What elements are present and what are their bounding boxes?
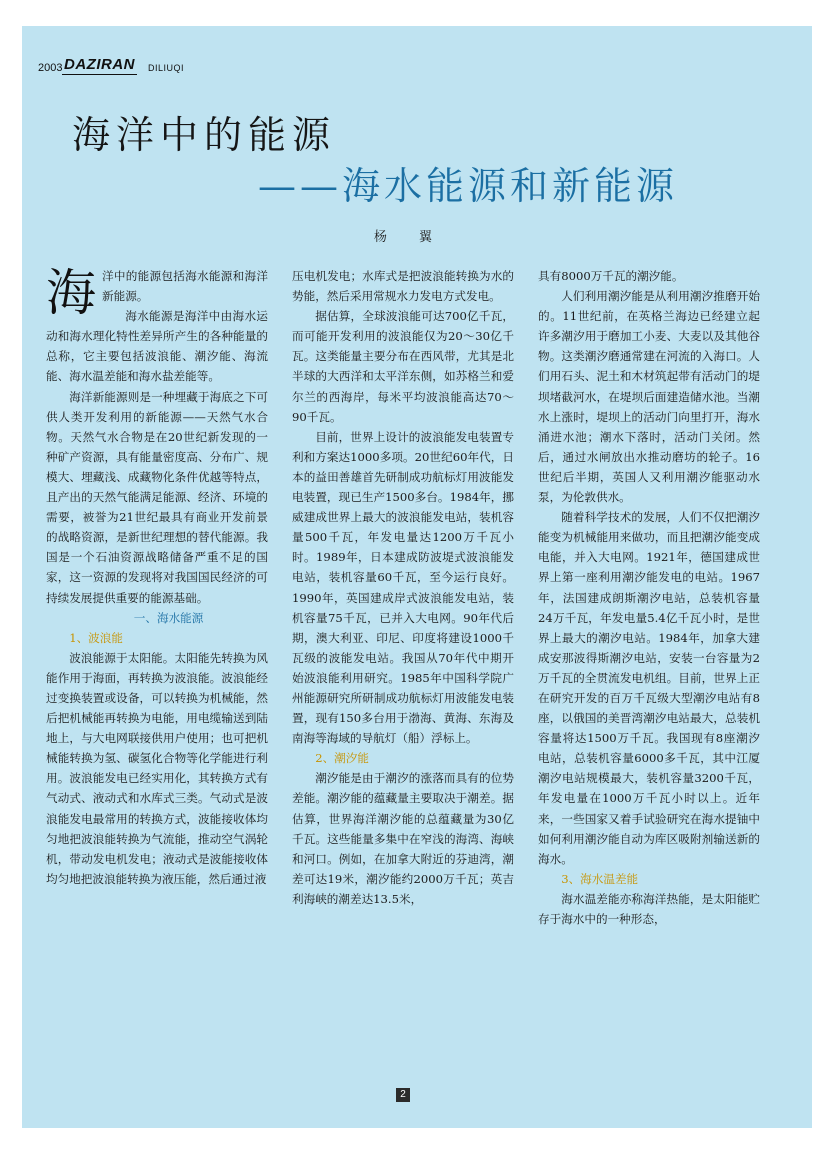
paragraph-text: 洋中的能源包括海水能源和海洋新能源。 (102, 269, 268, 304)
paragraph: 人们利用潮汐能是从利用潮汐推磨开始的。11世纪前，在英格兰海边已经建立起许多潮汐用于磨加工小麦、大麦以及其他谷物。这类潮汐磨通常建在河流的入海口。人们用石头、泥土和木材筑起带有活动门的堤坝堵截河水，在堤坝后面建造储水池。当潮水上涨时，堤坝上的活动门向里打开，海水涌进水池；潮水下落时，活动门关闭。然后，通过水闸放出水推动磨坊的轮子。16世纪后半期，英国人又利用潮汐能驱动水泵，为伦敦供水。 (538, 289, 760, 505)
paragraph (46, 264, 268, 322)
article-title: 海洋中的能源 (72, 113, 337, 157)
column-3 (538, 266, 760, 929)
subsection-heading: 3、海水温差能 (561, 871, 639, 886)
paragraph: 据估算，全球波浪能可达700亿千瓦，而可能开发利用的波浪能仅为20～30亿千瓦。这类能量主要分布在西风带，尤其是北半球的大西洋和太平洋东侧，如苏格兰和爱尔兰的西海岸，每米平均波浪能高达70～90千瓦。 (292, 309, 514, 424)
article-subtitle: ——海水能源和新能源 (258, 164, 679, 208)
column-1 (46, 266, 268, 889)
paragraph: 具有8000万千瓦的潮汐能。 (538, 269, 684, 283)
section-heading: 一、海水能源 (133, 610, 204, 625)
paragraph: 潮汐能是由于潮汐的涨落而具有的位势差能。潮汐能的蕴藏量主要取决于潮差。据估算，世界海洋潮汐能的总蕴藏量为30亿千瓦。这些能量多集中在窄浅的海湾、海峡和河口。例如，在加拿大附近的芬迪湾，潮差可达19米，潮汐能约2000万千瓦；英吉利海峡的潮差达13.5米， (292, 771, 514, 906)
paragraph: 目前，世界上设计的波浪能发电装置专利和方案达1000多项。20世纪60年代，日本的益田善雄首先研制成功航标灯用波能发电装置，现已生产1500多台。1984年，挪威建成世界上最大的波浪能发电站，装机容量500千瓦，年发电量达1200万千瓦小时。1989年，日本建成防波堤式波浪能发电站，装机容量60千瓦，至今运行良好。1990年，英国建成岸式波浪能发电站，装机容量75千瓦，已并入大电网。90年代后期，澳大利亚、印尼、印度将建设1000千瓦级的波能发电站。我国从70年代中期开始波浪能利用研究。1985年中国科学院广州能源研究所研制成功航标灯用波能发电装置，现有150多台用于渤海、黄海、东海及南海等海域的导航灯（船）浮标上。 (292, 429, 514, 746)
paragraph: 海水能源是海洋中由海水运动和海水理化特性差异所产生的各种能量的总称，它主要包括波浪能、潮汐能、海流能、海水温差能和海水盐差能等。 (46, 309, 268, 384)
header-year: 2003 (38, 62, 63, 74)
column-2 (292, 266, 514, 909)
page-number: 2 (396, 1088, 410, 1102)
paragraph: 压电机发电；水库式是把波浪能转换为水的势能，然后采用常规水力发电方式发电。 (292, 269, 514, 304)
subsection-heading: 2、潮汐能 (315, 751, 369, 766)
paragraph: 随着科学技术的发展，人们不仅把潮汐能变为机械能用来做功，而且把潮汐能变成电能，并入大电网。1921年，德国建成世界上第一座利用潮汐能发电的电站。1967年，法国建成朗斯潮汐电站，总装机容量24万千瓦，年发电量5.4亿千瓦小时，是世界上最大的潮汐电站。1984年，加拿大建成安那波得斯潮汐电站，安装一台容量为2万千瓦的全贯流发电机组。目前，世界上正在研究开发的百万千瓦级大型潮汐电站有8座，以俄国的美晋湾潮汐电站最大，总装机容量将达1500万千瓦。我国现有8座潮汐电站，总装机容量6000多千瓦，其中江厦潮汐电站规模最大，装机容量3200千瓦，年发电量在1000万千瓦小时以上。近年来，一些国家又着手试验研究在海水提铀中如何利用潮汐能自动为库区吸附剂输送新的海水。 (538, 510, 760, 866)
subsection-heading: 1、波浪能 (69, 630, 123, 645)
drop-cap: 海 (46, 264, 96, 322)
header-magazine: DAZIRAN (64, 56, 135, 73)
paragraph: 海水温差能亦称海洋热能，是太阳能贮存于海水中的一种形态， (538, 891, 760, 926)
author: 杨 翼 (373, 230, 447, 245)
header-subtitle: DILIUQI (148, 63, 185, 73)
paragraph: 波浪能源于太阳能。太阳能先转换为风能作用于海面，再转换为波浪能。波浪能经过变换装置或设备，可以转换为机械能，然后把机械能再转换为电能，用电缆输送到陆地上，与大电网联接供用户使用；也可把机械能转换为氢、碳氢化合物等化学能进行利用。波浪能发电已经实用化，其转换方式有气动式、液动式和水库式三类。气动式是波浪能发电最常用的转换方式，波能接收体均匀地把波浪能转换为气流能，推动空气涡轮机，带动发电机发电；液动式是波能接收体均匀地把波浪能转换为液压能，然后通过液 (46, 650, 268, 886)
paragraph: 海洋新能源则是一种埋藏于海底之下可供人类开发利用的新能源——天然气水合物。天然气水合物是在20世纪新发现的一种矿产资源，具有能量密度高、分布广、规模大、埋藏浅、成藏物化条件优越等特点，且产出的天然气能满足能源、经济、环境的需要，被誉为21世纪最具有商业开发前景的战略资源，是新世纪理想的替代能源。我国是一个石油资源战略储备严重不足的国家，这一资源的发现将对我国国民经济的可持续发展提供重要的能源基础。 (46, 389, 268, 605)
